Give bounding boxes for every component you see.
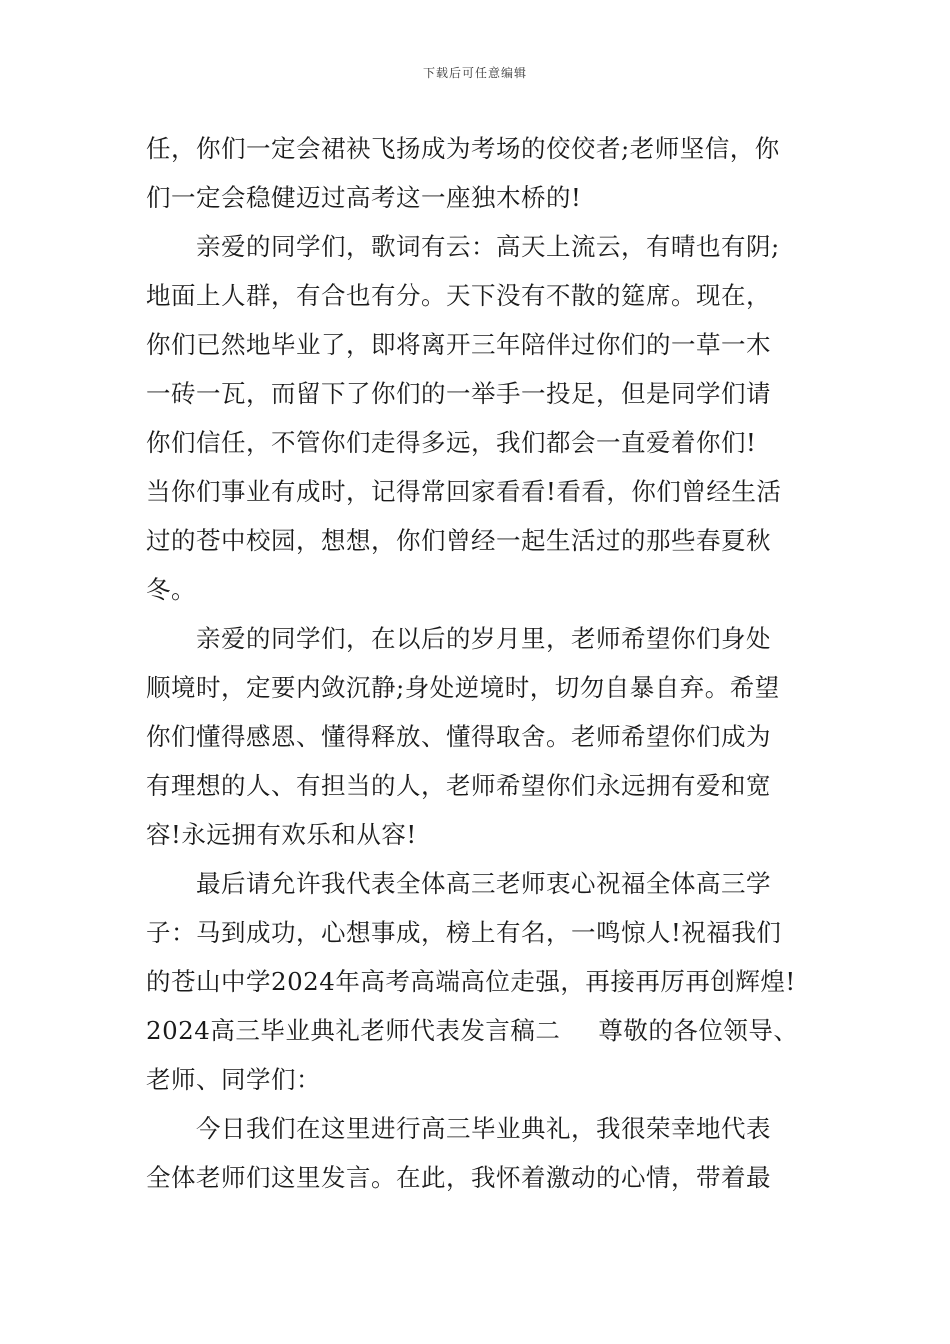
text-line: 全体老师们这里发言。在此，我怀着激动的心情，带着最 [146,1163,771,1192]
text-line: 的苍山中学2024年高考高端高位走强，再接再厉再创辉煌! [146,967,796,996]
text-line: 过的苍中校园，想想，你们曾经一起生活过的那些春夏秋 [146,526,771,555]
text-line: 最后请允许我代表全体高三老师衷心祝福全体高三学 [196,869,771,898]
text-line: 容!永远拥有欢乐和从容! [146,820,417,849]
text-line: 你们懂得感恩、懂得释放、懂得取舍。老师希望你们成为 [146,722,771,751]
section-title: 2024高三毕业典礼老师代表发言稿二 [146,1016,561,1045]
document-body [146,124,810,1202]
text-line: 子：马到成功，心想事成，榜上有名，一鸣惊人!祝福我们 [146,918,782,947]
download-note: 下载后可任意编辑 [422,66,527,80]
salutation-start: 尊敬的各位领导、 [598,1016,799,1045]
text-line: 今日我们在这里进行高三毕业典礼，我很荣幸地代表 [196,1114,771,1143]
text-line [146,1006,810,1055]
text-line: 顺境时，定要内敛沉静;身处逆境时，切勿自暴自弃。希望 [146,673,780,702]
text-line: 亲爱的同学们，在以后的岁月里，老师希望你们身处 [196,624,771,653]
text-line: 你们已然地毕业了，即将离开三年陪伴过你们的一草一木 [146,330,771,359]
text-line: 有理想的人、有担当的人，老师希望你们永远拥有爱和宽 [146,771,771,800]
text-line: 亲爱的同学们，歌词有云：高天上流云，有晴也有阴; [196,232,780,261]
text-line: 一砖一瓦，而留下了你们的一举手一投足，但是同学们请 [146,379,771,408]
text-line: 地面上人群，有合也有分。天下没有不散的筵席。现在， [146,281,771,310]
text-line: 当你们事业有成时，记得常回家看看!看看，你们曾经生活 [146,477,782,506]
text-line: 们一定会稳健迈过高考这一座独木桥的! [146,183,582,212]
text-line: 你们信任，不管你们走得多远，我们都会一直爱着你们! [146,428,757,457]
text-line: 老师、同学们： [146,1065,321,1094]
text-line: 冬。 [146,575,196,604]
text-line: 任，你们一定会裙袂飞扬成为考场的佼佼者;老师坚信，你 [146,134,780,163]
